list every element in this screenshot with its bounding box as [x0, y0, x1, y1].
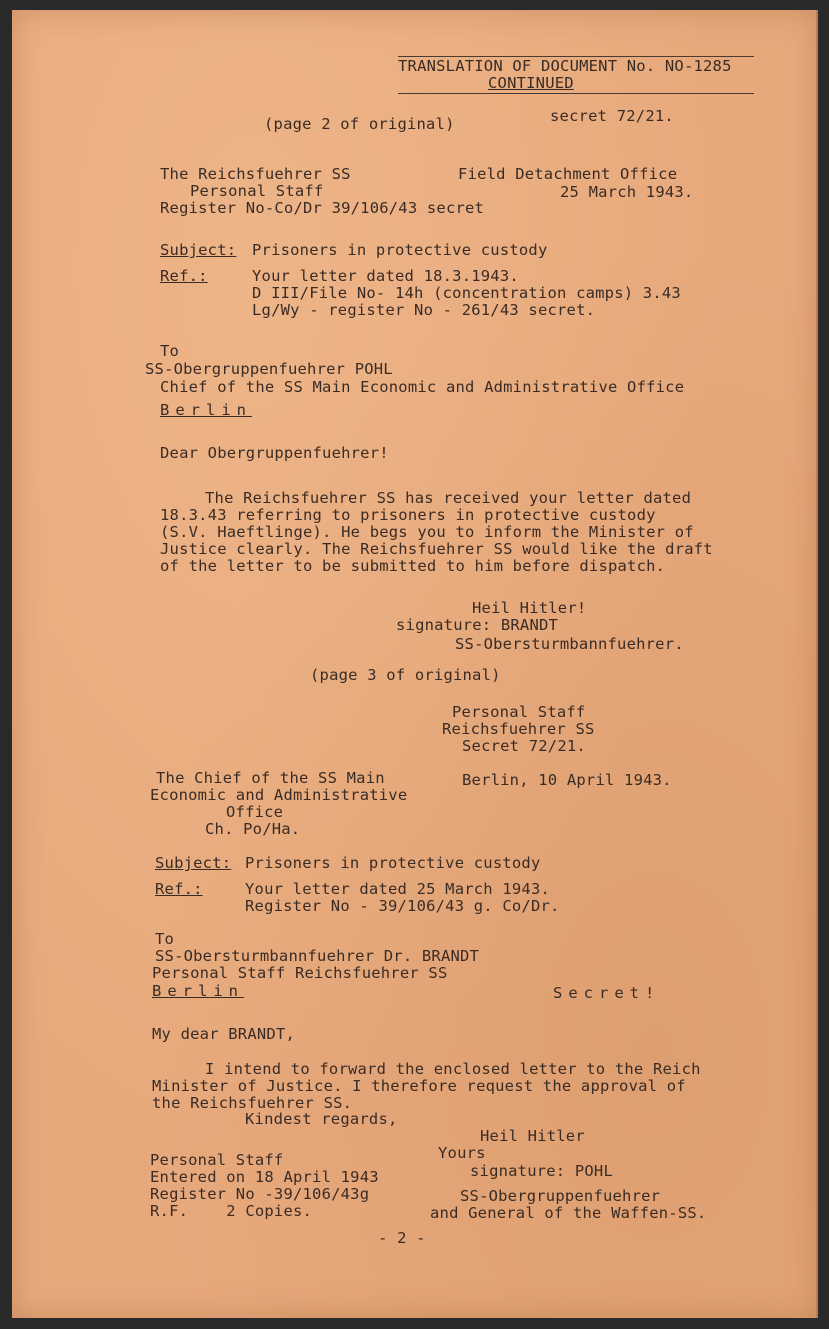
- page2-to: To: [160, 342, 180, 360]
- page3-from-line2: Economic and Administrative: [150, 786, 408, 804]
- page2-rank: SS-Obersturmbannfuehrer.: [455, 635, 684, 653]
- page3-secret: Secret!: [553, 984, 661, 1002]
- page2-salutation: Dear Obergruppenfuehrer!: [160, 444, 389, 462]
- page3-signature: signature: POHL: [470, 1162, 613, 1180]
- page2-ref-line2: D III/File No- 14h (concentration camps) 3.43: [252, 284, 681, 302]
- page3-body-line2: Minister of Justice. I therefore request the approval of: [152, 1077, 686, 1095]
- page3-entry-line3: Register No -39/106/43g: [150, 1185, 370, 1203]
- page-number: - 2 -: [378, 1229, 426, 1247]
- page2-ref-label: Ref.:: [160, 267, 208, 285]
- page3-from-line4: Ch. Po/Ha.: [205, 820, 301, 838]
- page2-from-line2: Personal Staff: [190, 182, 324, 200]
- page2-body-line1: The Reichsfuehrer SS has received your letter dated: [205, 489, 692, 507]
- page2-date: 25 March 1943.: [560, 183, 694, 201]
- page3-salutation: My dear BRANDT,: [152, 1025, 295, 1043]
- page2-secret-ref: secret 72/21.: [550, 107, 674, 125]
- page2-body-line5: of the letter to be submitted to him before dispatch.: [160, 557, 666, 575]
- page3-addressee-line2: Personal Staff Reichsfuehrer SS: [152, 964, 448, 982]
- page3-rank-line2: and General of the Waffen-SS.: [430, 1204, 707, 1222]
- continued-label: CONTINUED: [488, 74, 574, 92]
- page3-body-line3: the Reichsfuehrer SS.: [152, 1094, 353, 1112]
- page2-subject-text: Prisoners in protective custody: [252, 241, 548, 259]
- page2-addressee-line2: Chief of the SS Main Economic and Administrative Office: [160, 378, 685, 396]
- page3-closing: Heil Hitler: [480, 1127, 585, 1145]
- page3-place-date: Berlin, 10 April 1943.: [462, 771, 672, 789]
- page3-yours: Yours: [438, 1144, 486, 1162]
- page2-label: (page 2 of original): [264, 115, 455, 133]
- page3-ref-line1: Your letter dated 25 March 1943.: [245, 880, 551, 898]
- page2-from-line3: Register No-Co/Dr 39/106/43 secret: [160, 199, 485, 217]
- page2-place: Field Detachment Office: [458, 165, 678, 183]
- page3-regards: Kindest regards,: [245, 1110, 398, 1128]
- page3-entry-line2: Entered on 18 April 1943: [150, 1168, 379, 1186]
- page2-city: Berlin: [160, 401, 252, 419]
- page3-stamp-line1: Personal Staff: [452, 703, 586, 721]
- page3-addressee-line1: SS-Obersturmbannfuehrer Dr. BRANDT: [155, 947, 480, 965]
- page3-rank-line1: SS-Obergruppenfuehrer: [460, 1187, 661, 1205]
- page2-from-line1: The Reichsfuehrer SS: [160, 165, 351, 183]
- page3-entry-line1: Personal Staff: [150, 1151, 284, 1169]
- page2-ref-line3: Lg/Wy - register No - 261/43 secret.: [252, 301, 596, 319]
- page2-body-line4: Justice clearly. The Reichsfuehrer SS would like the draft: [160, 540, 713, 558]
- page3-from-line1: The Chief of the SS Main: [156, 769, 385, 787]
- page2-addressee-line1: SS-Obergruppenfuehrer POHL: [145, 360, 393, 378]
- page3-ref-label: Ref.:: [155, 880, 203, 898]
- page3-subject-text: Prisoners in protective custody: [245, 854, 541, 872]
- page3-body-line1: I intend to forward the enclosed letter to the Reich: [205, 1060, 701, 1078]
- page3-subject-label: Subject:: [155, 854, 232, 872]
- page3-city: Berlin: [152, 982, 244, 1000]
- translation-header: TRANSLATION OF DOCUMENT No. NO-1285: [398, 57, 732, 75]
- page3-label: (page 3 of original): [310, 666, 501, 684]
- page2-closing: Heil Hitler!: [472, 599, 587, 617]
- page2-ref-line1: Your letter dated 18.3.1943.: [252, 267, 519, 285]
- page3-stamp-line3: Secret 72/21.: [462, 737, 586, 755]
- page3-entry-line4: R.F. 2 Copies.: [150, 1202, 313, 1220]
- page2-signature: signature: BRANDT: [396, 616, 559, 634]
- page3-to: To: [155, 930, 175, 948]
- page2-body-line3: (S.V. Haeftlinge). He begs you to inform the Minister of: [160, 523, 694, 541]
- page3-from-line3: Office: [226, 803, 284, 821]
- page3-ref-line2: Register No - 39/106/43 g. Co/Dr.: [245, 897, 560, 915]
- page2-subject-label: Subject:: [160, 241, 237, 259]
- page3-stamp-line2: Reichsfuehrer SS: [442, 720, 595, 738]
- page2-body-line2: 18.3.43 referring to prisoners in protective custody: [160, 506, 656, 524]
- header-rule-bottom: [398, 93, 754, 94]
